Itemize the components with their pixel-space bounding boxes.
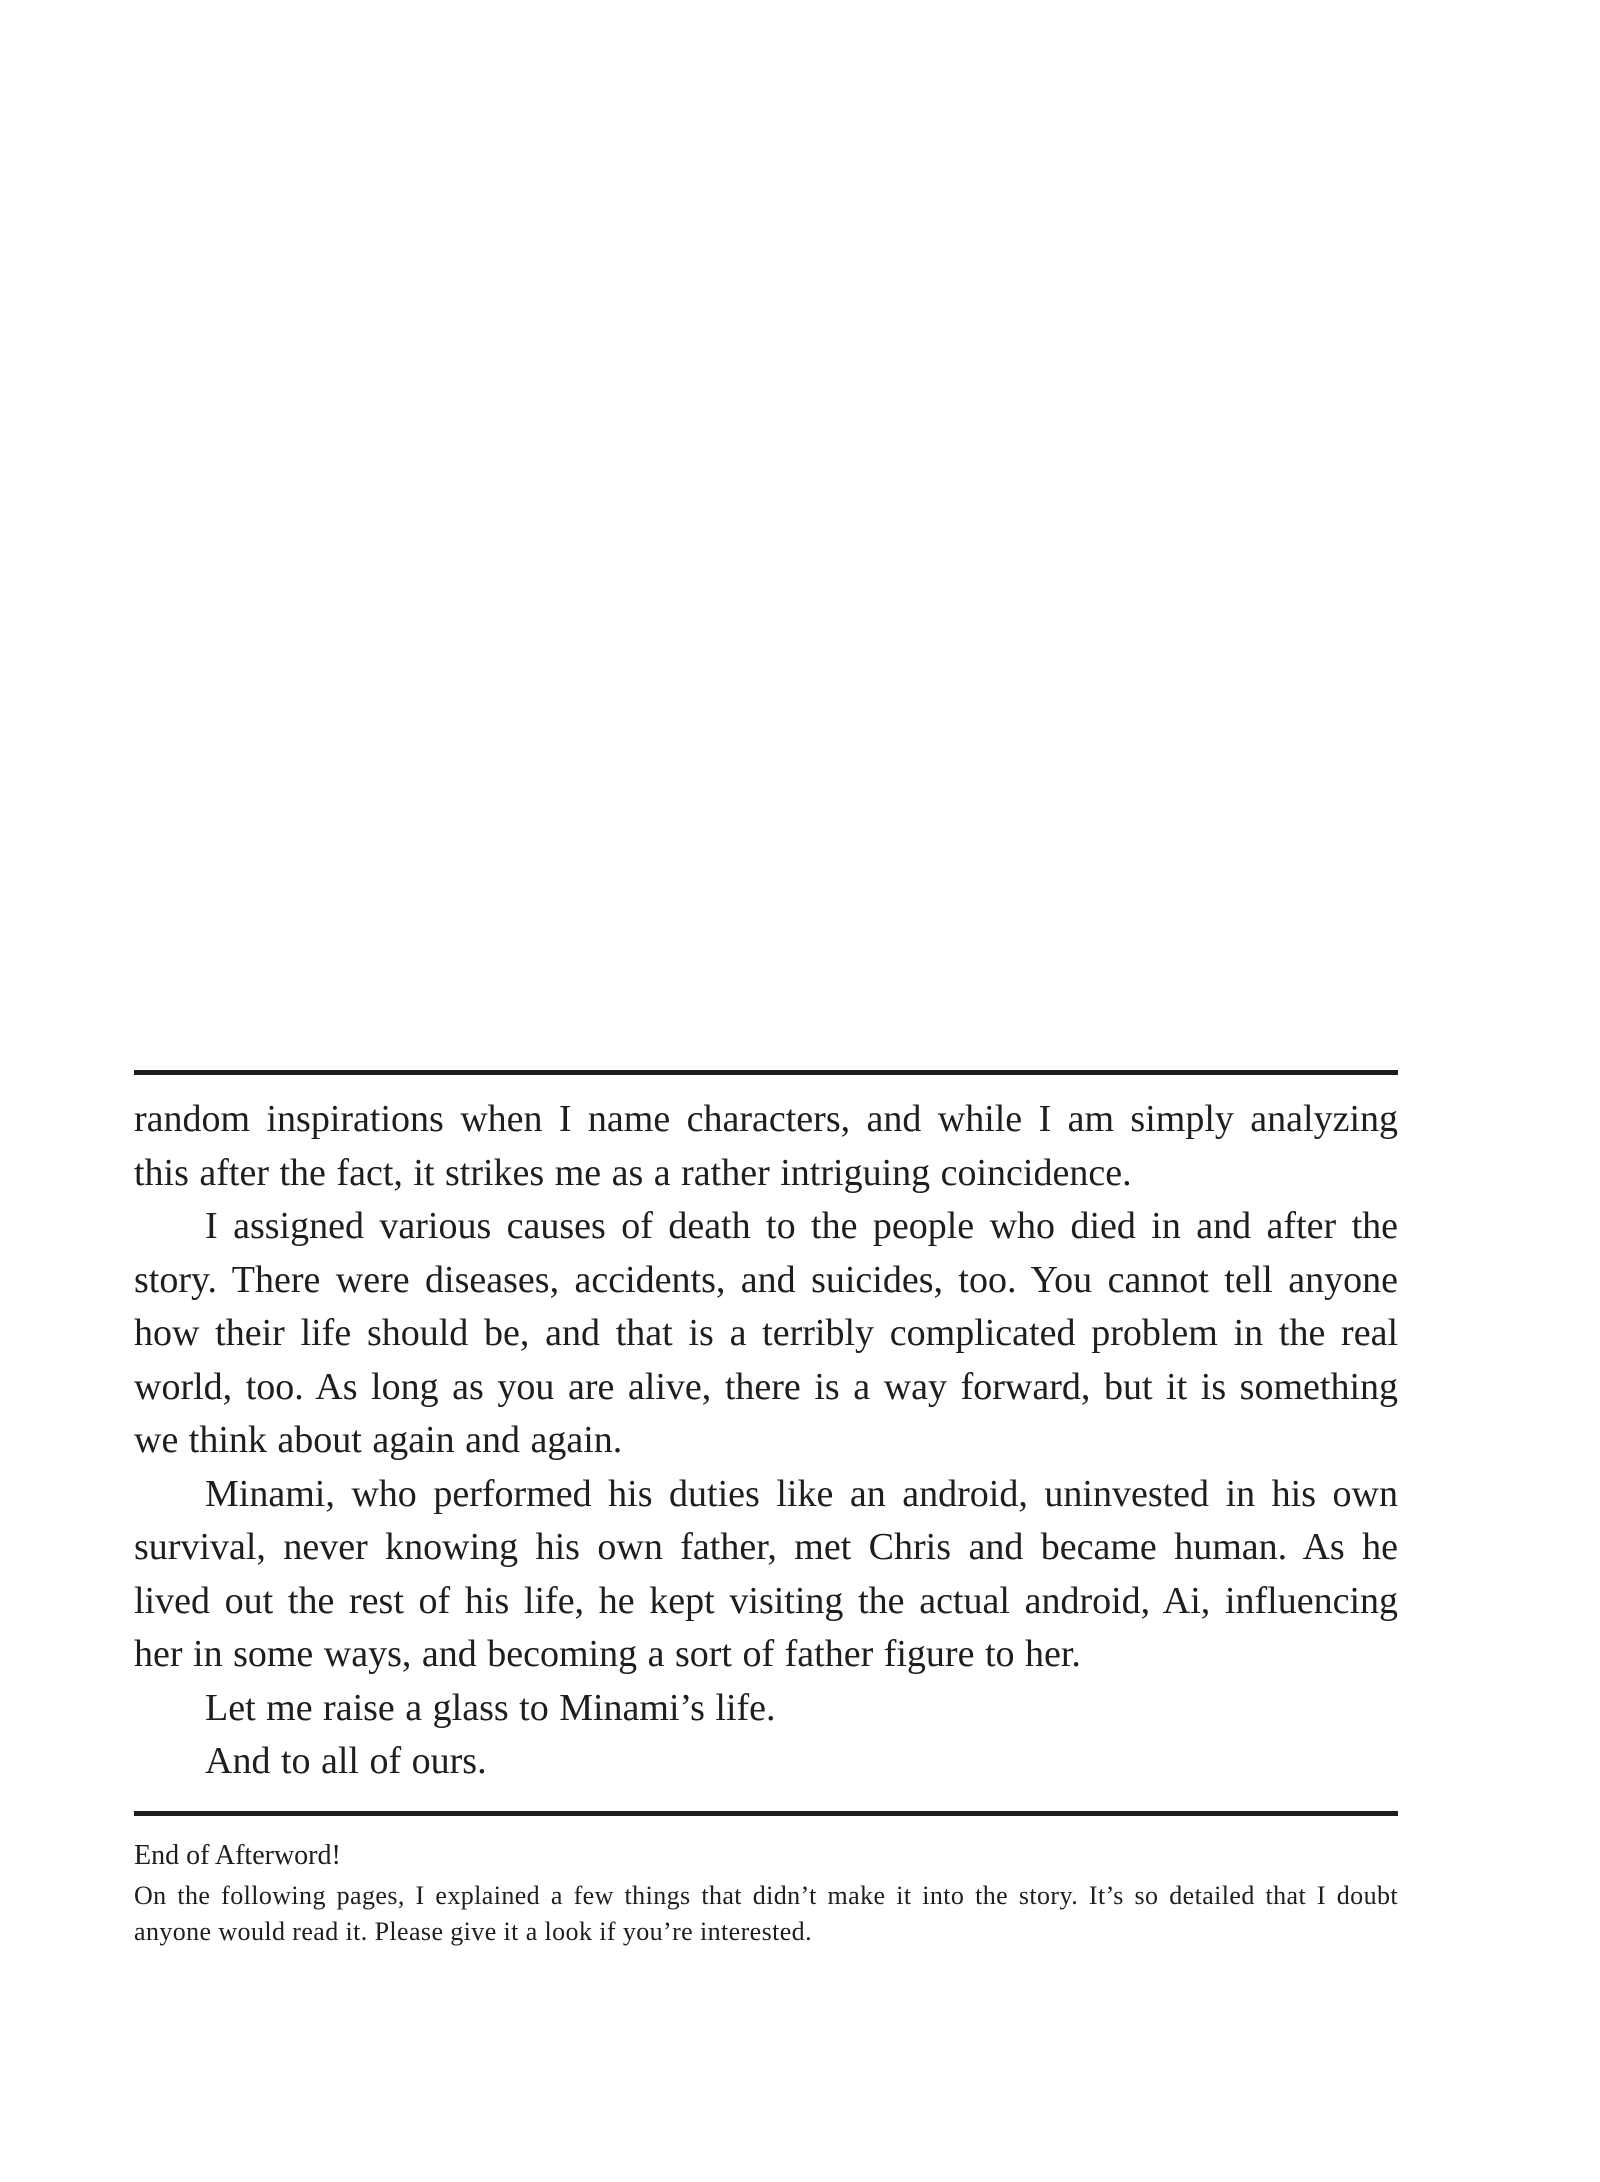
paragraph-2: I assigned various causes of death to the people who died in and after the story. There were diseases, accidents, and suicides, too. You cannot tell anyone how their life should be, and that is a terribly complicated problem in the real world, too. As long as you are alive, there is a way forward, but it is something we think about again and again. bbox=[134, 1205, 1398, 1461]
note-text: On the following pages, I explained a few things that didn’t make it into the story. It’s so detailed that I doubt anyone would read it. Please give it a look if you’re interested. bbox=[134, 1880, 1398, 1946]
paragraph-1: random inspirations when I name characters, and while I am simply analyzing this after the fact, it strikes me as a rather intriguing coincidence. bbox=[134, 1098, 1398, 1194]
afterword-section bbox=[134, 1070, 1398, 1950]
afterword-note bbox=[134, 1838, 1398, 1950]
paragraph-4: Let me raise a glass to Minami’s life. bbox=[205, 1686, 776, 1729]
afterword-body bbox=[134, 1093, 1398, 1789]
paragraph-5: And to all of ours. bbox=[205, 1740, 487, 1782]
bottom-divider bbox=[134, 1811, 1398, 1816]
top-divider bbox=[134, 1070, 1398, 1075]
note-title: End of Afterword! bbox=[134, 1839, 341, 1871]
paragraph-3: Minami, who performed his duties like an android, uninvested in his own survival, never knowing his own father, met Chris and became human. As he lived out the rest of his life, he kept visiting the actual android, Ai, influencing her in some ways, and becoming a sort of father figure to her. bbox=[134, 1472, 1398, 1675]
